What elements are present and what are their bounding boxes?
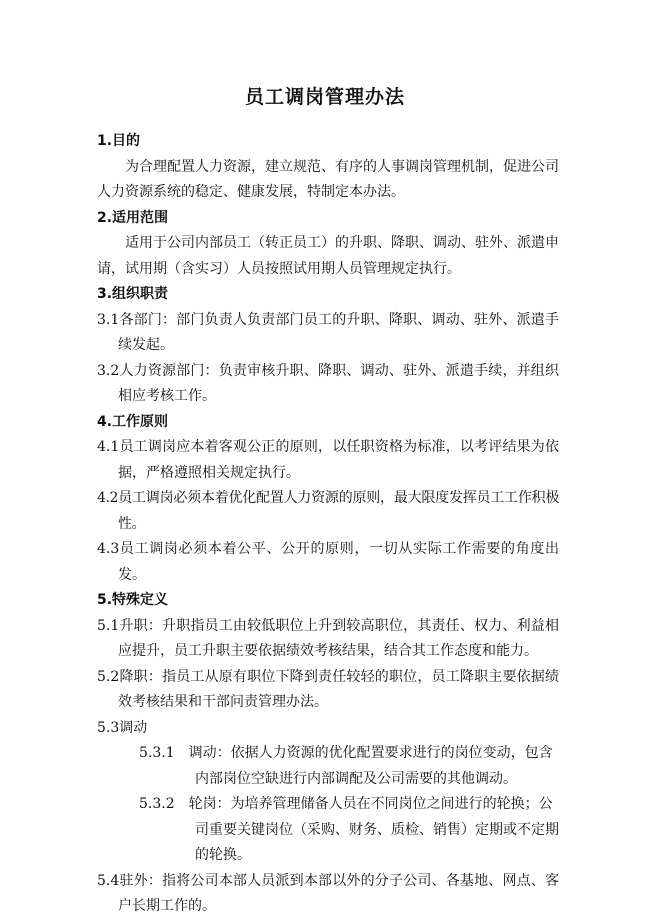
sub-list-item-text: 5.3.2 轮岗：为培养管理储备人员在不同岗位之间进行的轮换；公司重要关键岗位（采购、财务、质检、销售）定期或不定期的轮换。 — [139, 796, 559, 863]
sub-list-item — [97, 792, 559, 869]
list-item: 5.2降职：指员工从原有职位下降到责任较轻的职位，员工降职主要依据绩效考核结果和干部问责管理办法。 — [97, 668, 559, 710]
list-item: 4.2员工调岗必须本着优化配置人力资源的原则，最大限度发挥员工工作积极性。 — [97, 490, 559, 532]
list-item: 4.1员工调岗应本着客观公正的原则，以任职资格为标准，以考评结果为依据，严格遵照相关规定执行。 — [97, 439, 559, 481]
list-item: 4.3员工调岗必须本着公平、公开的原则，一切从实际工作需要的角度出发。 — [97, 541, 559, 583]
section-heading-definitions: 5.特殊定义 — [97, 592, 169, 608]
list-item: 3.1各部门：部门负责人负责部门员工的升职、降职、调动、驻外、派遣手续发起。 — [97, 311, 559, 353]
list-item: 3.2人力资源部门：负责审核升职、降职、调动、驻外、派遣手续，并组织相应考核工作。 — [97, 362, 559, 404]
section-paragraph-scope: 适用于公司内部员工（转正员工）的升职、降职、调动、驻外、派遣申请，试用期（含实习）人员按照试用期人员管理规定执行。 — [97, 235, 559, 277]
section-paragraph-purpose: 为合理配置人力资源，建立规范、有序的人事调岗管理机制，促进公司人力资源系统的稳定、健康发展，特制定本办法。 — [97, 158, 559, 200]
section-heading-scope: 2.适用范围 — [97, 209, 169, 226]
sub-list-item-text: 5.3.1 调动：依据人力资源的优化配置要求进行的岗位变动，包含内部岗位空缺进行内部调配及公司需要的其他调动。 — [139, 745, 553, 787]
section-heading-principles: 4.工作原则 — [97, 413, 169, 430]
section-heading-purpose: 1.目的 — [97, 133, 141, 149]
list-item: 5.4驻外：指将公司本部人员派到本部以外的分子公司、各基地、网点、客户长期工作的。 — [97, 872, 559, 914]
document-title: 员工调岗管理办法 — [244, 86, 405, 108]
list-item: 5.3调动 — [97, 719, 148, 736]
list-item: 5.1升职：升职指员工由较低职位上升到较高职位，其责任、权力、利益相应提升，员工升职主要依据绩效考核结果，结合其工作态度和能力。 — [97, 617, 559, 659]
document-body — [97, 129, 559, 920]
section-heading-responsibilities: 3.组织职责 — [97, 286, 169, 302]
sub-list-item — [97, 741, 559, 792]
